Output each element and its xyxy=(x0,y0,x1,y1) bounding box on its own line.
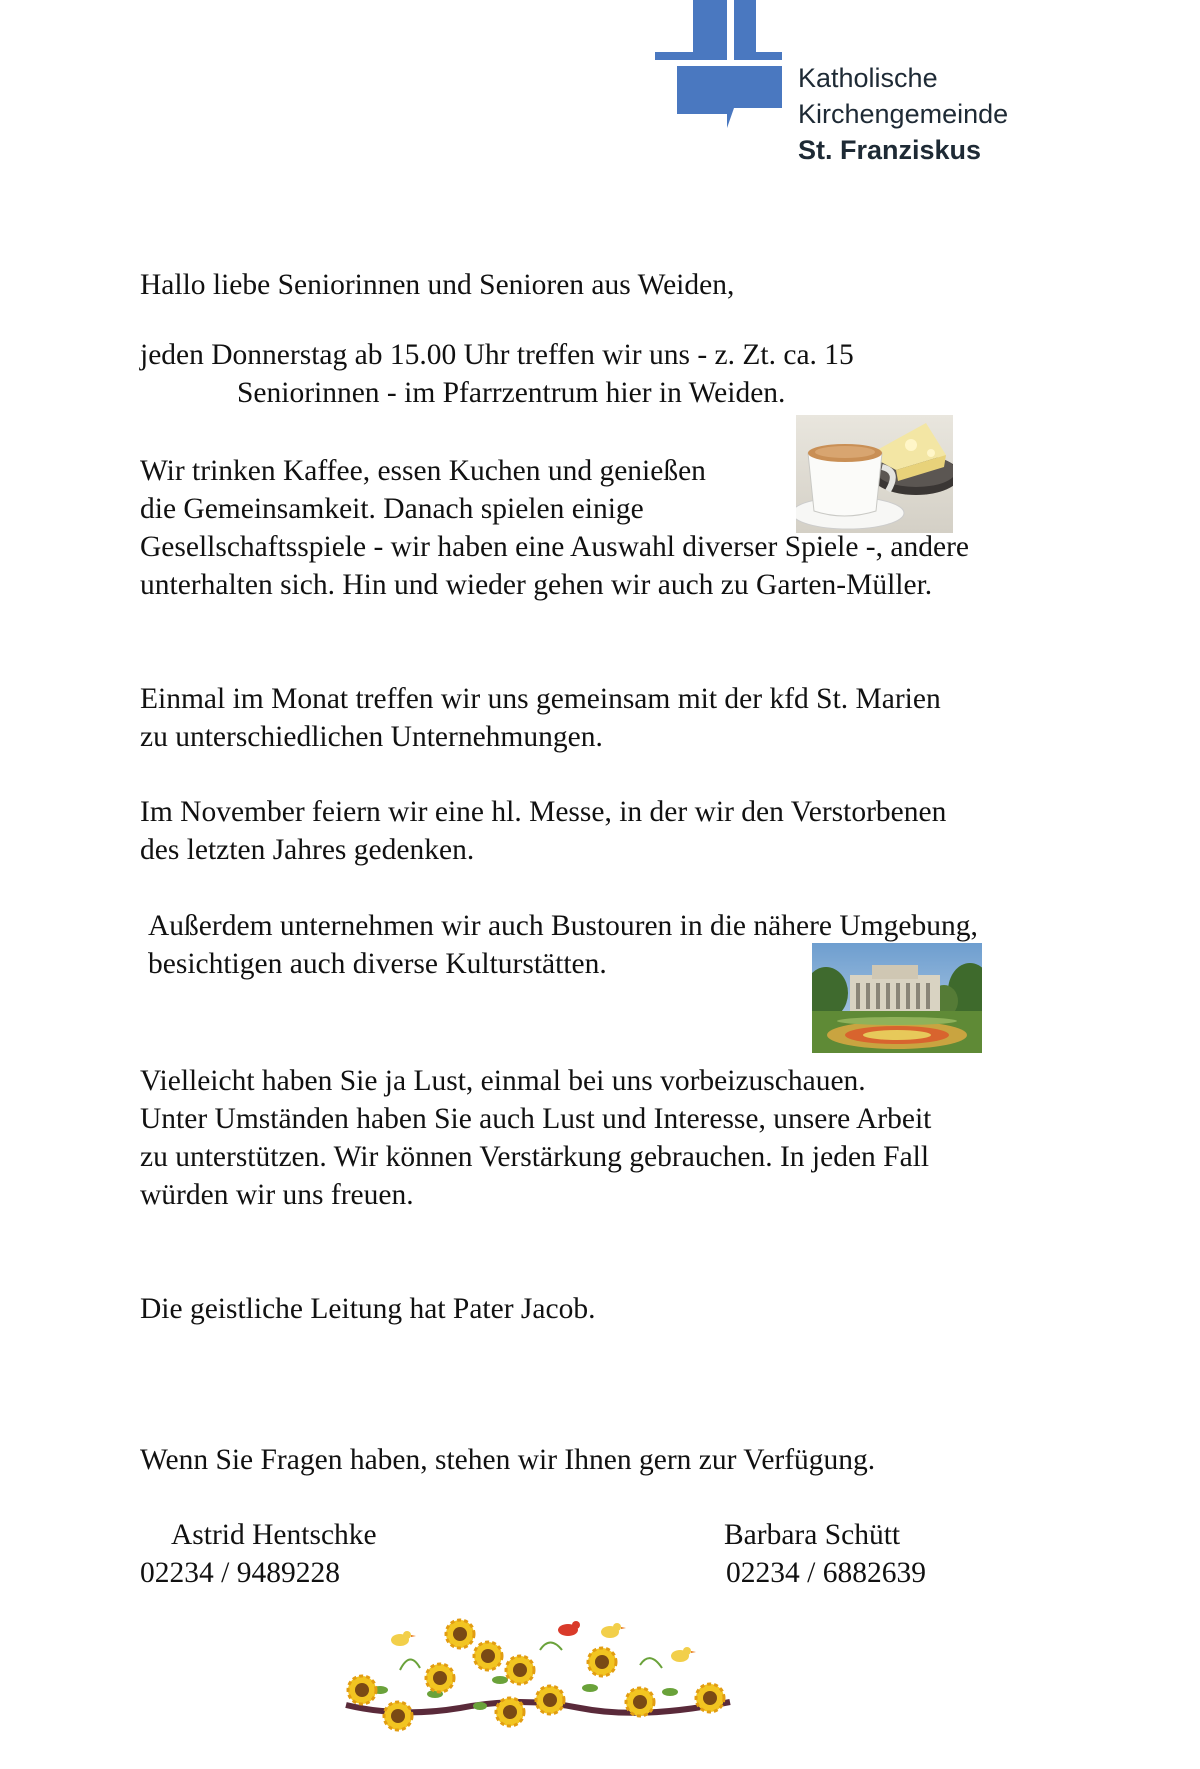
coffee-cake-photo xyxy=(796,415,953,533)
p5-line1: Außerdem unternehmen wir auch Bustouren in die nähere Umgebung, xyxy=(148,910,978,942)
p4-line2: des letzten Jahres gedenken. xyxy=(140,834,475,866)
p1-line2: Seniorinnen - im Pfarrzentrum hier in Weiden. xyxy=(237,377,786,409)
parish-name-line3: St. Franziskus xyxy=(798,135,982,165)
p2-line4: unterhalten sich. Hin und wieder gehen wir auch zu Garten-Müller. xyxy=(140,569,933,601)
sunflower-garland-icon xyxy=(340,1610,740,1734)
contact-name-1: Astrid Hentschke xyxy=(171,1519,377,1551)
p6-line2: Unter Umständen haben Sie auch Lust und Interesse, unsere Arbeit xyxy=(140,1103,932,1135)
contact-phone-1: 02234 / 9489228 xyxy=(140,1557,340,1589)
p6-line1: Vielleicht haben Sie ja Lust, einmal bei uns vorbeizuschauen. xyxy=(140,1065,866,1097)
p4-line1: Im November feiern wir eine hl. Messe, in der wir den Verstorbenen xyxy=(140,796,947,828)
contact-phone-2: 02234 / 6882639 xyxy=(726,1557,926,1589)
p2-line2: die Gemeinsamkeit. Danach spielen einige xyxy=(140,493,644,525)
parish-name-line2: Kirchengemeinde xyxy=(798,99,1009,129)
p5-line2: besichtigen auch diverse Kulturstätten. xyxy=(148,948,607,980)
p1-line1: jeden Donnerstag ab 15.00 Uhr treffen wir uns - z. Zt. ca. 15 xyxy=(140,339,854,371)
palace-garden-photo xyxy=(812,943,982,1053)
p7: Die geistliche Leitung hat Pater Jacob. xyxy=(140,1293,596,1325)
parish-name xyxy=(798,60,1008,168)
p6-line4: würden wir uns freuen. xyxy=(140,1179,414,1211)
cross-logo-icon xyxy=(655,0,785,132)
p2-line3: Gesellschaftsspiele - wir haben eine Auswahl diverser Spiele -, andere xyxy=(140,531,969,563)
p8: Wenn Sie Fragen haben, stehen wir Ihnen gern zur Verfügung. xyxy=(140,1444,876,1476)
p3-line1: Einmal im Monat treffen wir uns gemeinsam mit der kfd St. Marien xyxy=(140,683,941,715)
p6-line3: zu unterstützen. Wir können Verstärkung gebrauchen. In jeden Fall xyxy=(140,1141,930,1173)
greeting: Hallo liebe Seniorinnen und Senioren aus Weiden, xyxy=(140,269,735,301)
parish-name-line1: Katholische xyxy=(798,63,938,93)
contact-name-2: Barbara Schütt xyxy=(724,1519,901,1551)
p2-line1: Wir trinken Kaffee, essen Kuchen und genießen xyxy=(140,455,706,487)
p3-line2: zu unterschiedlichen Unternehmungen. xyxy=(140,721,603,753)
